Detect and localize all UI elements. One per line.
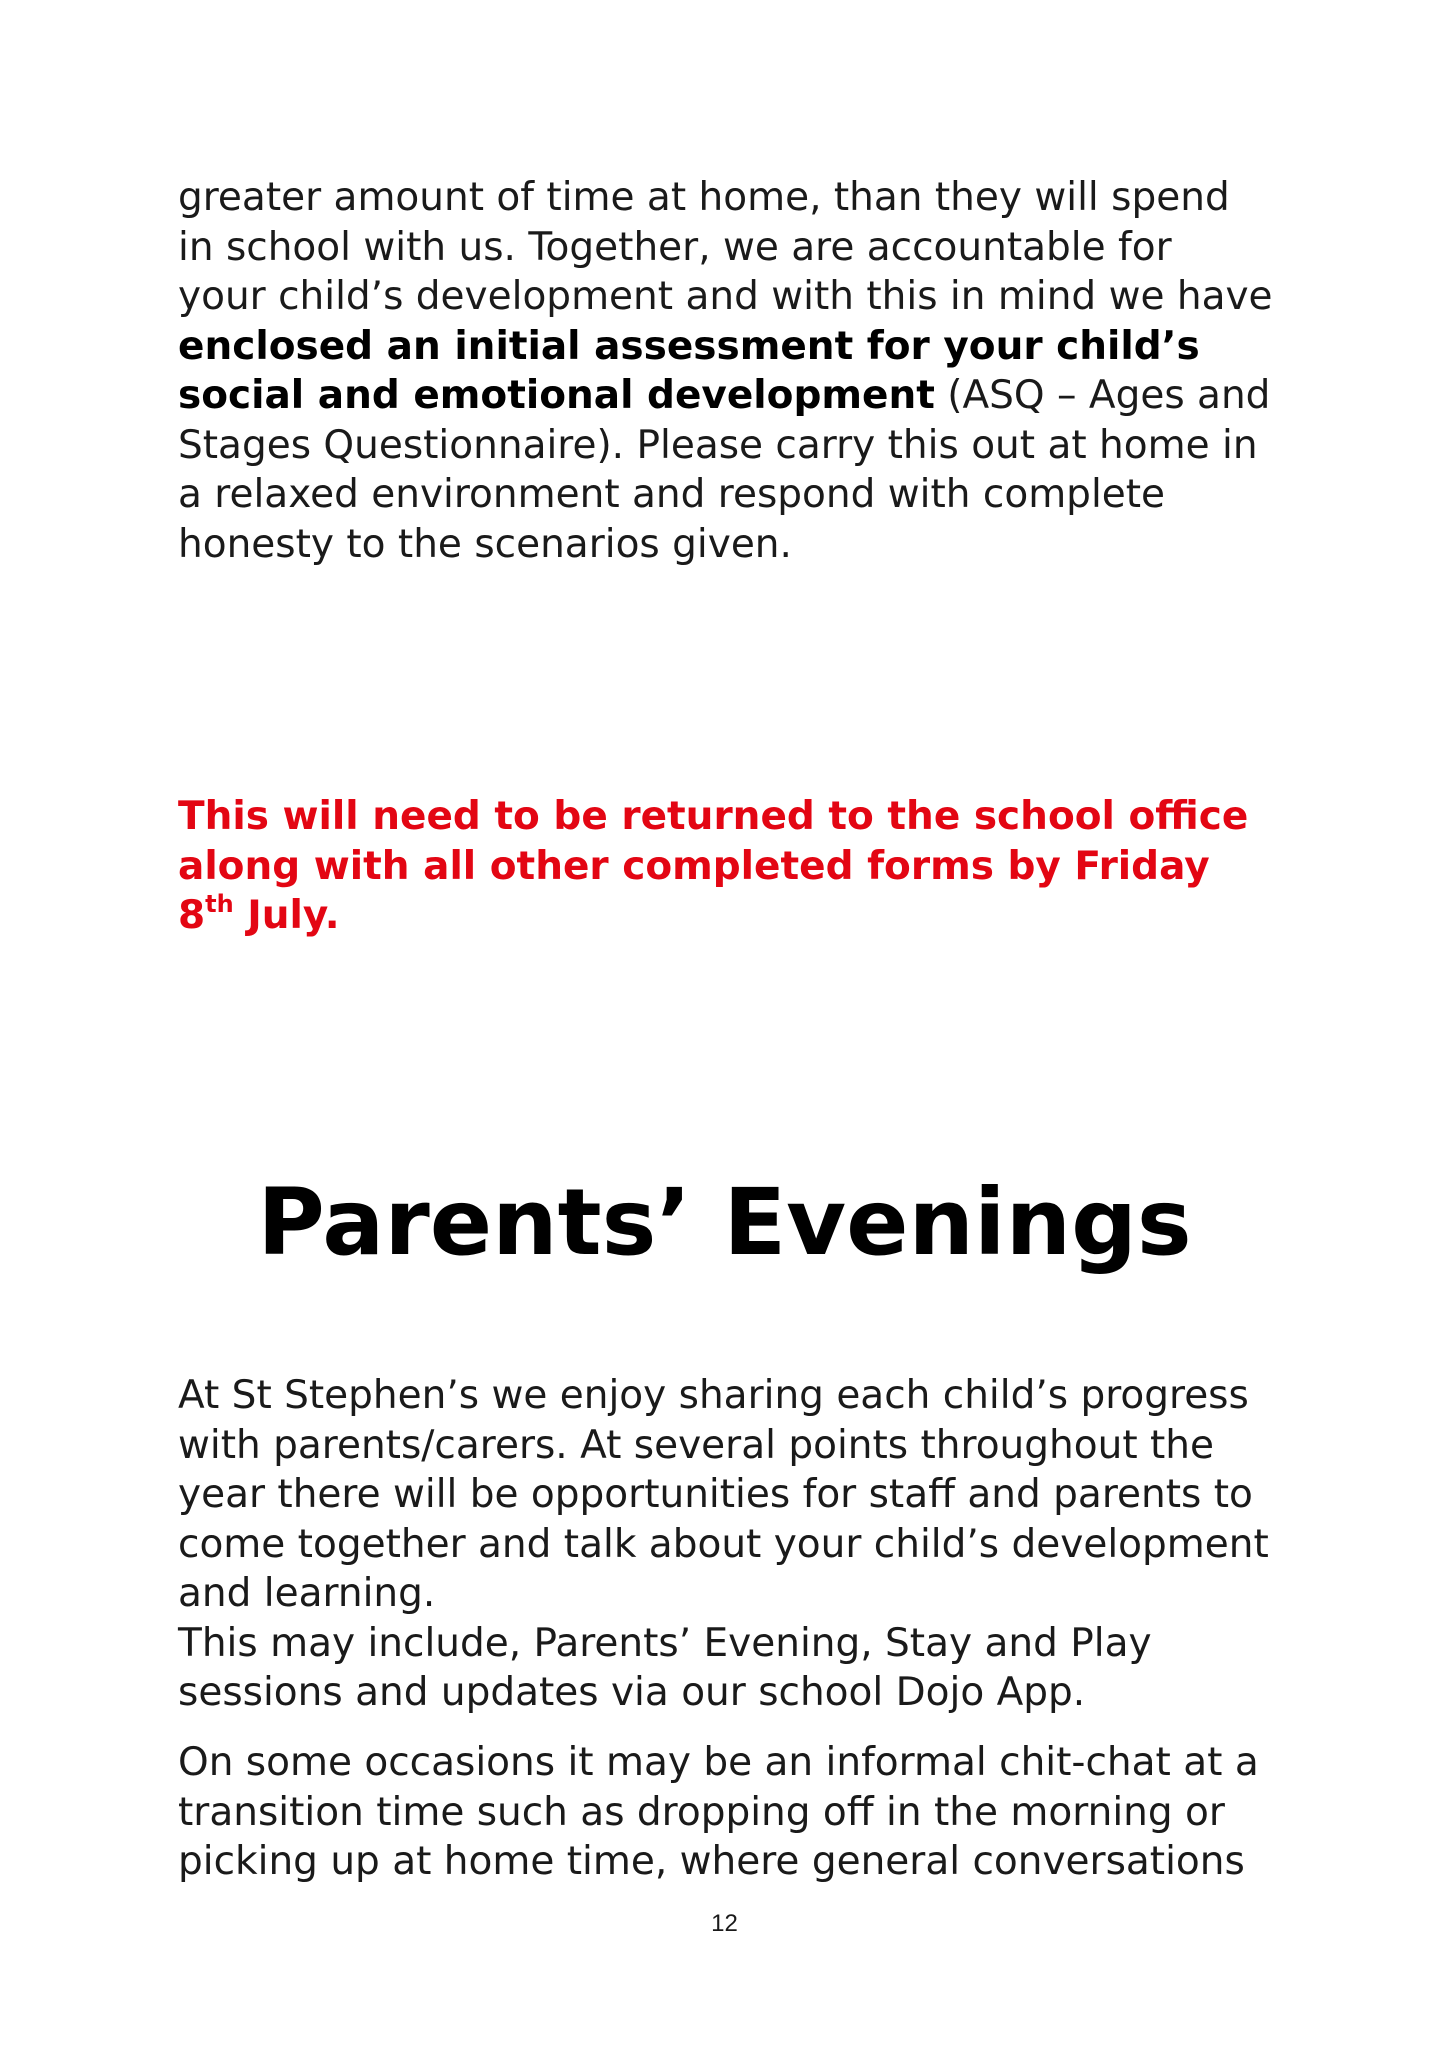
notice-line: along with all other completed forms by Friday bbox=[178, 843, 1210, 889]
asq-note: (ASQ – Ages and bbox=[934, 373, 1271, 418]
intro-line: in school with us. Together, we are accountable for bbox=[178, 224, 1172, 270]
evenings-line: year there will be opportunities for staff and parents to bbox=[178, 1472, 1253, 1517]
evenings-line: and learning. bbox=[178, 1571, 436, 1616]
date-day: 8 bbox=[178, 893, 206, 938]
notice-line: This will need to be returned to the school office bbox=[178, 794, 1249, 839]
evenings-line: This may include, Parents’ Evening, Stay and Play bbox=[178, 1620, 1152, 1666]
section-heading: Parents’ Evenings bbox=[257, 1169, 1192, 1276]
intro-line: a relaxed environment and respond with complete bbox=[178, 472, 1166, 517]
intro-line: Stages Questionnaire). Please carry this out at home in bbox=[178, 422, 1258, 468]
intro-line-bold bbox=[178, 322, 1318, 372]
informal-chat-paragraph bbox=[178, 1738, 1318, 1887]
return-deadline-notice bbox=[178, 792, 1318, 941]
informal-line: picking up at home time, where general conversations bbox=[178, 1839, 1245, 1884]
intro-paragraph bbox=[178, 173, 1318, 569]
evenings-line: come together and talk about your child’s development bbox=[178, 1521, 1269, 1567]
intro-line: greater amount of time at home, than they will spend bbox=[178, 175, 1230, 220]
informal-line: transition time such as dropping off in the morning or bbox=[178, 1789, 1225, 1835]
intro-line-mixed bbox=[178, 371, 1318, 421]
page-number: 12 bbox=[711, 1910, 738, 1937]
date-ordinal: th bbox=[205, 890, 234, 918]
informal-line: On some occasions it may be an informal chit-chat at a bbox=[178, 1740, 1259, 1785]
assessment-emphasis: social and emotional development bbox=[178, 373, 935, 418]
assessment-emphasis: enclosed an initial assessment for your child’s bbox=[178, 323, 1200, 369]
intro-line: your child’s development and with this in mind we have bbox=[178, 274, 1273, 319]
notice-date-line bbox=[178, 891, 1318, 941]
parents-evenings-paragraph bbox=[178, 1371, 1318, 1718]
date-month: July. bbox=[233, 893, 340, 938]
intro-line: honesty to the scenarios given. bbox=[178, 521, 792, 567]
evenings-line: sessions and updates via our school Dojo App. bbox=[178, 1670, 1086, 1715]
evenings-line: At St Stephen’s we enjoy sharing each child’s progress bbox=[178, 1373, 1249, 1418]
evenings-line: with parents/carers. At several points throughout the bbox=[178, 1422, 1215, 1468]
